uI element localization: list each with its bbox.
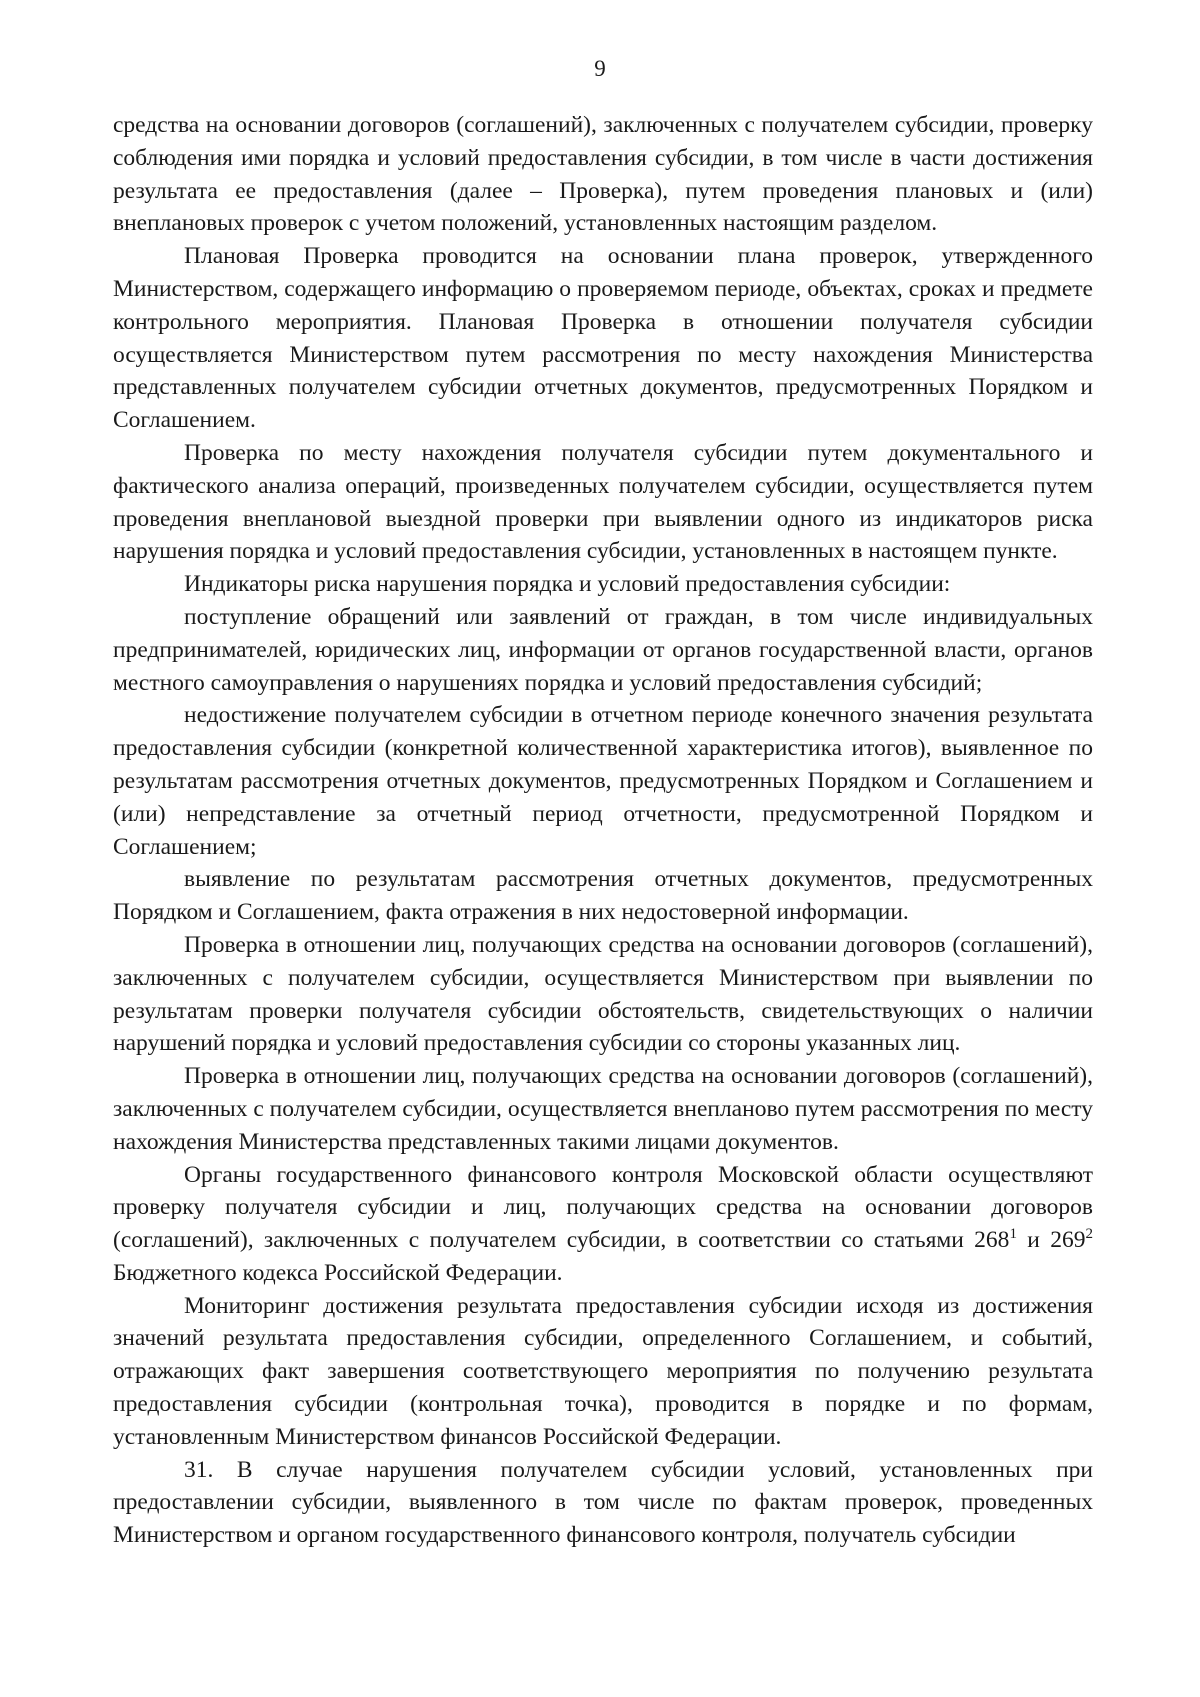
document-body [113, 109, 1093, 1552]
paragraph-indicator-false-info: выявление по результатам рассмотрения отчетных документов, предусмотренных Порядком и Соглашением, факта отражения в них недостоверной информации. [113, 866, 1093, 926]
paragraph-indicator-appeals: поступление обращений или заявлений от граждан, в том числе индивидуальных предпринимателей, юридических лиц, информации от органов государственной власти, органов местного самоуправления о нарушениях порядка и условий предоставления субсидий; [113, 603, 1093, 696]
paragraph-continuation: средства на основании договоров (соглашений), заключенных с получателем субсидии, проверку соблюдения ими порядка и условий предоставления субсидии, в том числе в части достижения результата ее предоставления (далее – Проверка), путем проведения плановых и (или) внеплановых проверок с учетом положений, установленных настоящим разделом. [113, 112, 1093, 237]
article-superscript-2: 2 [1085, 1226, 1093, 1243]
paragraph-financial-control [113, 1159, 1093, 1290]
financial-control-text-after: Бюджетного кодекса Российской Федерации. [113, 1259, 563, 1286]
financial-control-text-before: Органы государственного финансового контроля Московской области осуществляют проверку получателя субсидии и лиц, получающих средства на основании договоров (соглашений), заключенных с получателем субсидии, в соответствии со статьями 268 [113, 1161, 1093, 1254]
paragraph-onsite-check: Проверка по месту нахождения получателя субсидии путем документального и фактического анализа операций, произведенных получателем субсидии, осуществляется путем проведения внеплановой выездной проверки при выявлении одного из индикаторов риска нарушения порядка и условий предоставления субсидии, установленных в настоящем пункте. [113, 439, 1093, 565]
paragraph-item-31: 31. В случае нарушения получателем субсидии условий, установленных при предоставлении субсидии, выявленного в том числе по фактам проверок, проведенных Министерством и органом государственного финансового контроля, получатель субсидии [113, 1456, 1093, 1549]
paragraph-indicator-non-achievement: недостижение получателем субсидии в отчетном периоде конечного значения результата предоставления субсидии (конкретной количественной характеристика итогов), выявленное по результатам рассмотрения отчетных документов, предусмотренных Порядком и Соглашением и (или) непредставление за отчетный период отчетности, предусмотренной Порядком и Соглашением; [113, 702, 1093, 860]
paragraph-risk-indicators-heading: Индикаторы риска нарушения порядка и условий предоставления субсидии: [184, 571, 951, 598]
paragraph-monitoring: Мониторинг достижения результата предоставления субсидии исходя из достижения значений результата предоставления субсидии, определенного Соглашением, и событий, отражающих факт завершения соответствующего мероприятия по получению результата предоставления субсидии (контрольная точка), проводится в порядке и по формам, установленным Министерством финансов Российской Федерации. [113, 1292, 1093, 1450]
paragraph-planned-check: Плановая Проверка проводится на основании плана проверок, утвержденного Министерством, содержащего информацию о проверяемом периоде, объектах, сроках и предмете контрольного мероприятия. Плановая Проверка в отношении получателя субсидии осуществляется Министерством путем рассмотрения по месту нахождения Министерства представленных получателем субсидии отчетных документов, предусмотренных Порядком и Соглашением. [113, 243, 1093, 434]
article-superscript-1: 1 [1009, 1226, 1017, 1243]
page-number: 9 [594, 56, 606, 81]
paragraph-check-contractors: Проверка в отношении лиц, получающих средства на основании договоров (соглашений), заключенных с получателем субсидии, осуществляется Министерством при выявлении по результатам проверки получателя субсидии обстоятельств, свидетельствующих о наличии нарушений порядка и условий предоставления субсидии со стороны указанных лиц. [113, 931, 1093, 1057]
financial-control-text-middle: и 269 [1016, 1227, 1086, 1254]
paragraph-check-contractors-unplanned: Проверка в отношении лиц, получающих средства на основании договоров (соглашений), заключенных с получателем субсидии, осуществляется внепланово путем рассмотрения по месту нахождения Министерства представленных такими лицами документов. [113, 1063, 1093, 1155]
